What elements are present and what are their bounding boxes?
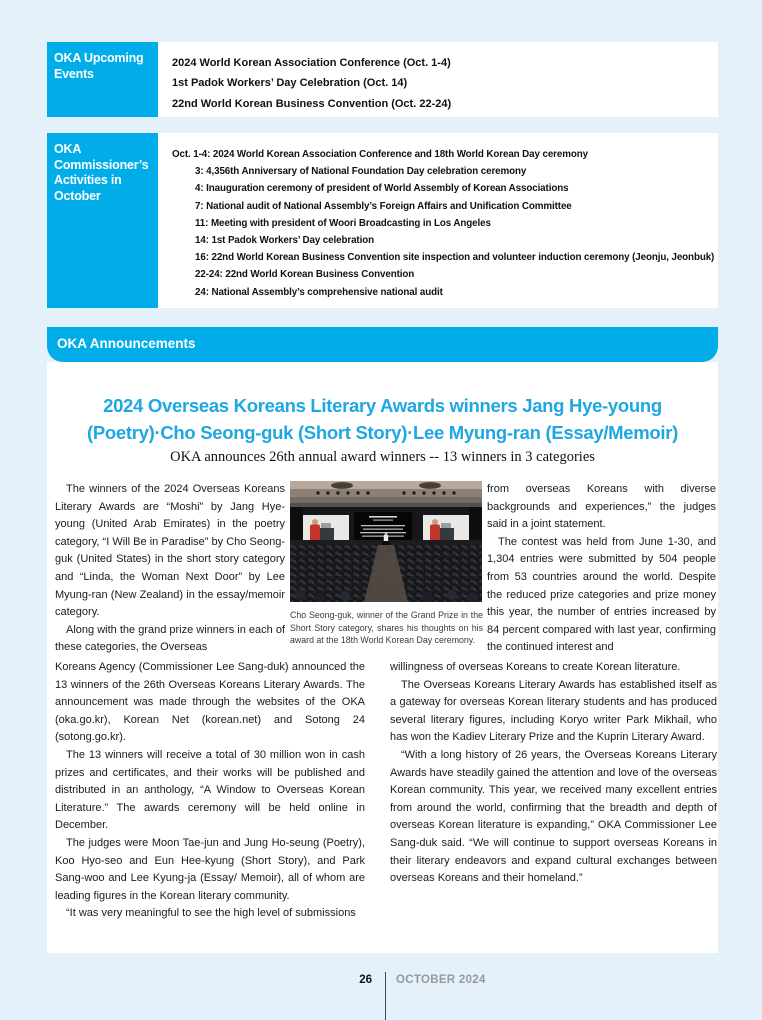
- upcoming-events-body: [158, 42, 718, 117]
- article-paragraph: Along with the grand prize winners in each of these categories, the Overseas: [55, 623, 285, 654]
- commissioner-activities-list: [158, 133, 718, 301]
- commissioner-activities-label: OKA Commissioner’s Activities in October: [47, 133, 158, 308]
- article-paragraph: from overseas Koreans with diverse backgrounds and experiences,” the judges said in a joint statement.: [487, 483, 716, 531]
- article-subtitle: OKA announces 26th annual award winners -- 13 winners in 3 categories: [170, 449, 595, 465]
- article-paragraph: Koreans Agency (Commissioner Lee Sang-duk) announced the 13 winners of the 26th Overseas Koreans Literary Awards. The announcement was made through the websites of the OKA (oka.go.kr), Korean Net (korean.net) and Sotong 24 (sotong.go.kr).: [55, 661, 365, 744]
- ceremony-photo: [290, 481, 482, 602]
- event-item: 1st Padok Workers’ Day Celebration (Oct. 14): [172, 77, 408, 90]
- commissioner-activities-body: [158, 133, 718, 308]
- upcoming-events-label: OKA Upcoming Events: [47, 42, 158, 117]
- article-title-line2: (Poetry)·Cho Seong-guk (Short Story)·Lee Myung-ran (Essay/Memoir): [86, 422, 679, 443]
- activity-item: 7: National audit of National Assembly’s Foreign Affairs and Unification Committee: [195, 200, 572, 212]
- article-title-line1: 2024 Overseas Koreans Literary Awards winners Jang Hye-young: [103, 395, 662, 416]
- activity-item: Oct. 1-4: 2024 World Korean Association Conference and 18th World Korean Day ceremony: [172, 149, 588, 160]
- activity-item: 4: Inauguration ceremony of president of World Assembly of Korean Associations: [195, 183, 569, 195]
- article-paragraph: The contest was held from June 1-30, and 1,304 entries were submitted by 504 people from 53 countries around the world. Despite the reduced prize categories and prize money this year, the number of entries increased by 84 percent compared with last year, confirming the continued interest and: [487, 535, 716, 654]
- article-column-left-bottom: [55, 659, 365, 923]
- article-paragraph: The 13 winners will receive a total of 30 million won in cash prizes and certificates, and their works will be published and distributed in an anthology, “A Window to Overseas Korean Literature.” The awards ceremony will be held online in December.: [55, 748, 365, 832]
- article-paragraph: “It was very meaningful to see the high level of submissions: [66, 907, 356, 920]
- photo-caption: Cho Seong-guk, winner of the Grand Prize in the Short Story category, shares his thoughts on his award at the 18th World Korean Day ceremony.: [290, 610, 483, 646]
- photo-ceiling: [290, 481, 482, 507]
- announcements-header-label: OKA Announcements: [57, 336, 196, 351]
- ceremony-photo-figure: [290, 481, 483, 647]
- event-item: 2024 World Korean Association Conference (Oct. 1-4): [172, 56, 451, 69]
- footer-issue-label: OCTOBER 2024: [396, 974, 486, 986]
- activity-item: 3: 4,356th Anniversary of National Foundation Day celebration ceremony: [195, 166, 527, 178]
- photo-center-screen: [354, 512, 412, 540]
- event-item: 22nd World Korean Business Convention (Oct. 22-24): [172, 97, 452, 110]
- activity-item: 24: National Assembly’s comprehensive national audit: [195, 286, 443, 298]
- commissioner-activities-section: [47, 133, 718, 308]
- upcoming-events-list: [158, 42, 718, 117]
- activity-item: 22-24: 22nd World Korean Business Convention: [195, 269, 415, 281]
- article-column-right-top: [487, 481, 716, 657]
- footer-divider-line: [385, 972, 386, 1020]
- article-column-right-bottom: [390, 659, 717, 888]
- article-column-left-top: [55, 481, 285, 657]
- page-number: 26: [359, 974, 372, 986]
- article-paragraph: The judges were Moon Tae-jun and Jung Ho-seung (Poetry), Koo Hyo-seo and Eun Hee-kyung (Short Story), and Park Sang-woo and Lee Kyung-ja (Essay/ Memoir), all of whom are leading figures in the Korean literary community.: [55, 836, 365, 902]
- upcoming-events-section: [47, 42, 718, 117]
- activity-item: 16: 22nd World Korean Business Convention site inspection and volunteer induction ceremony (Jeonju, Jeonbuk): [195, 252, 715, 264]
- article-paragraph: willingness of overseas Koreans to create Korean literature.: [390, 661, 681, 673]
- article-paragraph: The Overseas Koreans Literary Awards has established itself as a gateway for overseas Korean literary students and has produced several literary figures, including Koryo writer Park Mikhail, who has won the Kadiev Literary Prize and the Kuprin Literary Award.: [390, 678, 717, 744]
- activity-item: 14: 1st Padok Workers’ Day celebration: [195, 235, 374, 247]
- announcements-header-bar: [47, 327, 718, 362]
- article-paragraph: The winners of the 2024 Overseas Koreans Literary Awards are “Moshi” by Jang Hye-young (United Arab Emirates) in the poetry category, “I Will Be in Paradise” by Cho Seong-guk (United States) in the short story category and “Linda, the Woman Next Door” by Lee Myung-ran (New Zealand) in the essay/memoir category.: [55, 483, 285, 619]
- photo-audience: [290, 545, 482, 602]
- article-paragraph: “With a long history of 26 years, the Overseas Koreans Literary Awards have steadily gained the attention and love of the overseas Korean community. This year, we received many excellent entries from around the world, confirming that the breadth and depth of overseas Korean literature is expanding,” OKA Commissioner Lee Sang-duk said. “We will continue to support overseas Koreans in their literary endeavors and expand cultural exchanges between overseas Koreans and their homeland.”: [390, 748, 717, 885]
- activity-item: 11: Meeting with president of Woori Broadcasting in Los Angeles: [195, 217, 491, 229]
- page-footer: [0, 972, 762, 1020]
